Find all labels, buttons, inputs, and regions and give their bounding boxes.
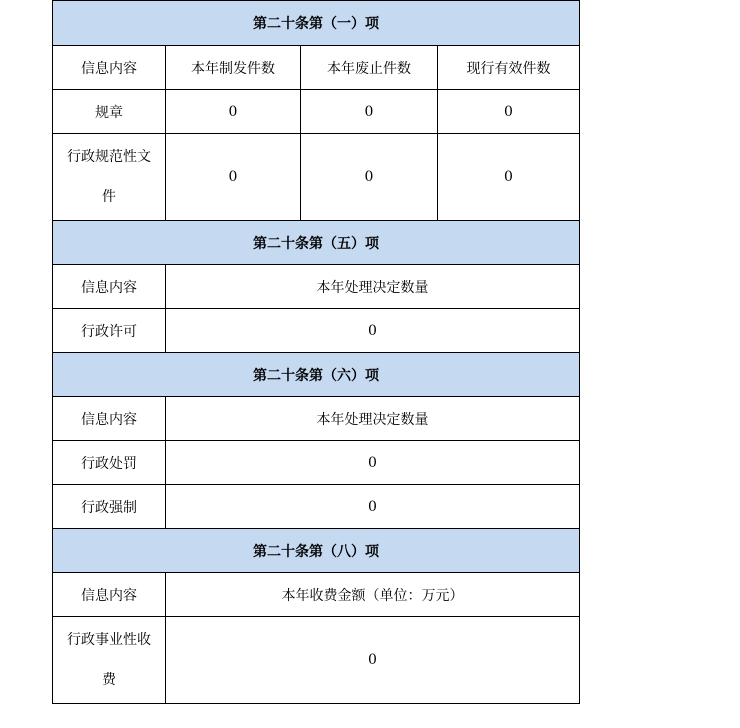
cell-issued: 0 xyxy=(166,134,301,221)
row-label-line2: 费 xyxy=(102,672,116,688)
table-row xyxy=(53,309,580,353)
cell-issued: 0 xyxy=(166,90,301,134)
header-decision-count: 本年处理决定数量 xyxy=(166,265,580,309)
row-label-line2: 件 xyxy=(102,189,116,205)
header-valid-count: 现行有效件数 xyxy=(438,46,580,90)
row-label: 行政许可 xyxy=(53,309,166,353)
section-title: 第二十条第（六）项 xyxy=(53,353,580,397)
row-label xyxy=(53,134,166,221)
header-info-content: 信息内容 xyxy=(53,46,166,90)
cell-valid: 0 xyxy=(438,134,580,221)
header-decision-count: 本年处理决定数量 xyxy=(166,397,580,441)
row-label xyxy=(53,617,166,704)
disclosure-report-table xyxy=(52,0,580,704)
cell-repealed: 0 xyxy=(301,134,438,221)
column-header-row xyxy=(53,46,580,90)
header-info-content: 信息内容 xyxy=(53,397,166,441)
section-header-row xyxy=(53,1,580,46)
section-header-row xyxy=(53,221,580,265)
section-header-row xyxy=(53,529,580,573)
row-label-line1: 行政事业性收 xyxy=(67,632,151,648)
header-issued-count: 本年制发件数 xyxy=(166,46,301,90)
row-label: 规章 xyxy=(53,90,166,134)
cell-value: 0 xyxy=(166,441,580,485)
column-header-row xyxy=(53,573,580,617)
cell-value: 0 xyxy=(166,617,580,704)
row-label: 行政强制 xyxy=(53,485,166,529)
cell-valid: 0 xyxy=(438,90,580,134)
column-header-row xyxy=(53,265,580,309)
row-label-line1: 行政规范性文 xyxy=(67,149,151,165)
row-label: 行政处罚 xyxy=(53,441,166,485)
header-info-content: 信息内容 xyxy=(53,573,166,617)
cell-value: 0 xyxy=(166,309,580,353)
table-row xyxy=(53,441,580,485)
section-title: 第二十条第（八）项 xyxy=(53,529,580,573)
header-info-content: 信息内容 xyxy=(53,265,166,309)
column-header-row xyxy=(53,397,580,441)
cell-value: 0 xyxy=(166,485,580,529)
table-row xyxy=(53,617,580,704)
section-title: 第二十条第（一）项 xyxy=(53,1,580,46)
table-row xyxy=(53,485,580,529)
header-fee-amount: 本年收费金额（单位：万元） xyxy=(166,573,580,617)
header-repealed-count: 本年废止件数 xyxy=(301,46,438,90)
section-header-row xyxy=(53,353,580,397)
section-title: 第二十条第（五）项 xyxy=(53,221,580,265)
table-row xyxy=(53,134,580,221)
table-row xyxy=(53,90,580,134)
cell-repealed: 0 xyxy=(301,90,438,134)
